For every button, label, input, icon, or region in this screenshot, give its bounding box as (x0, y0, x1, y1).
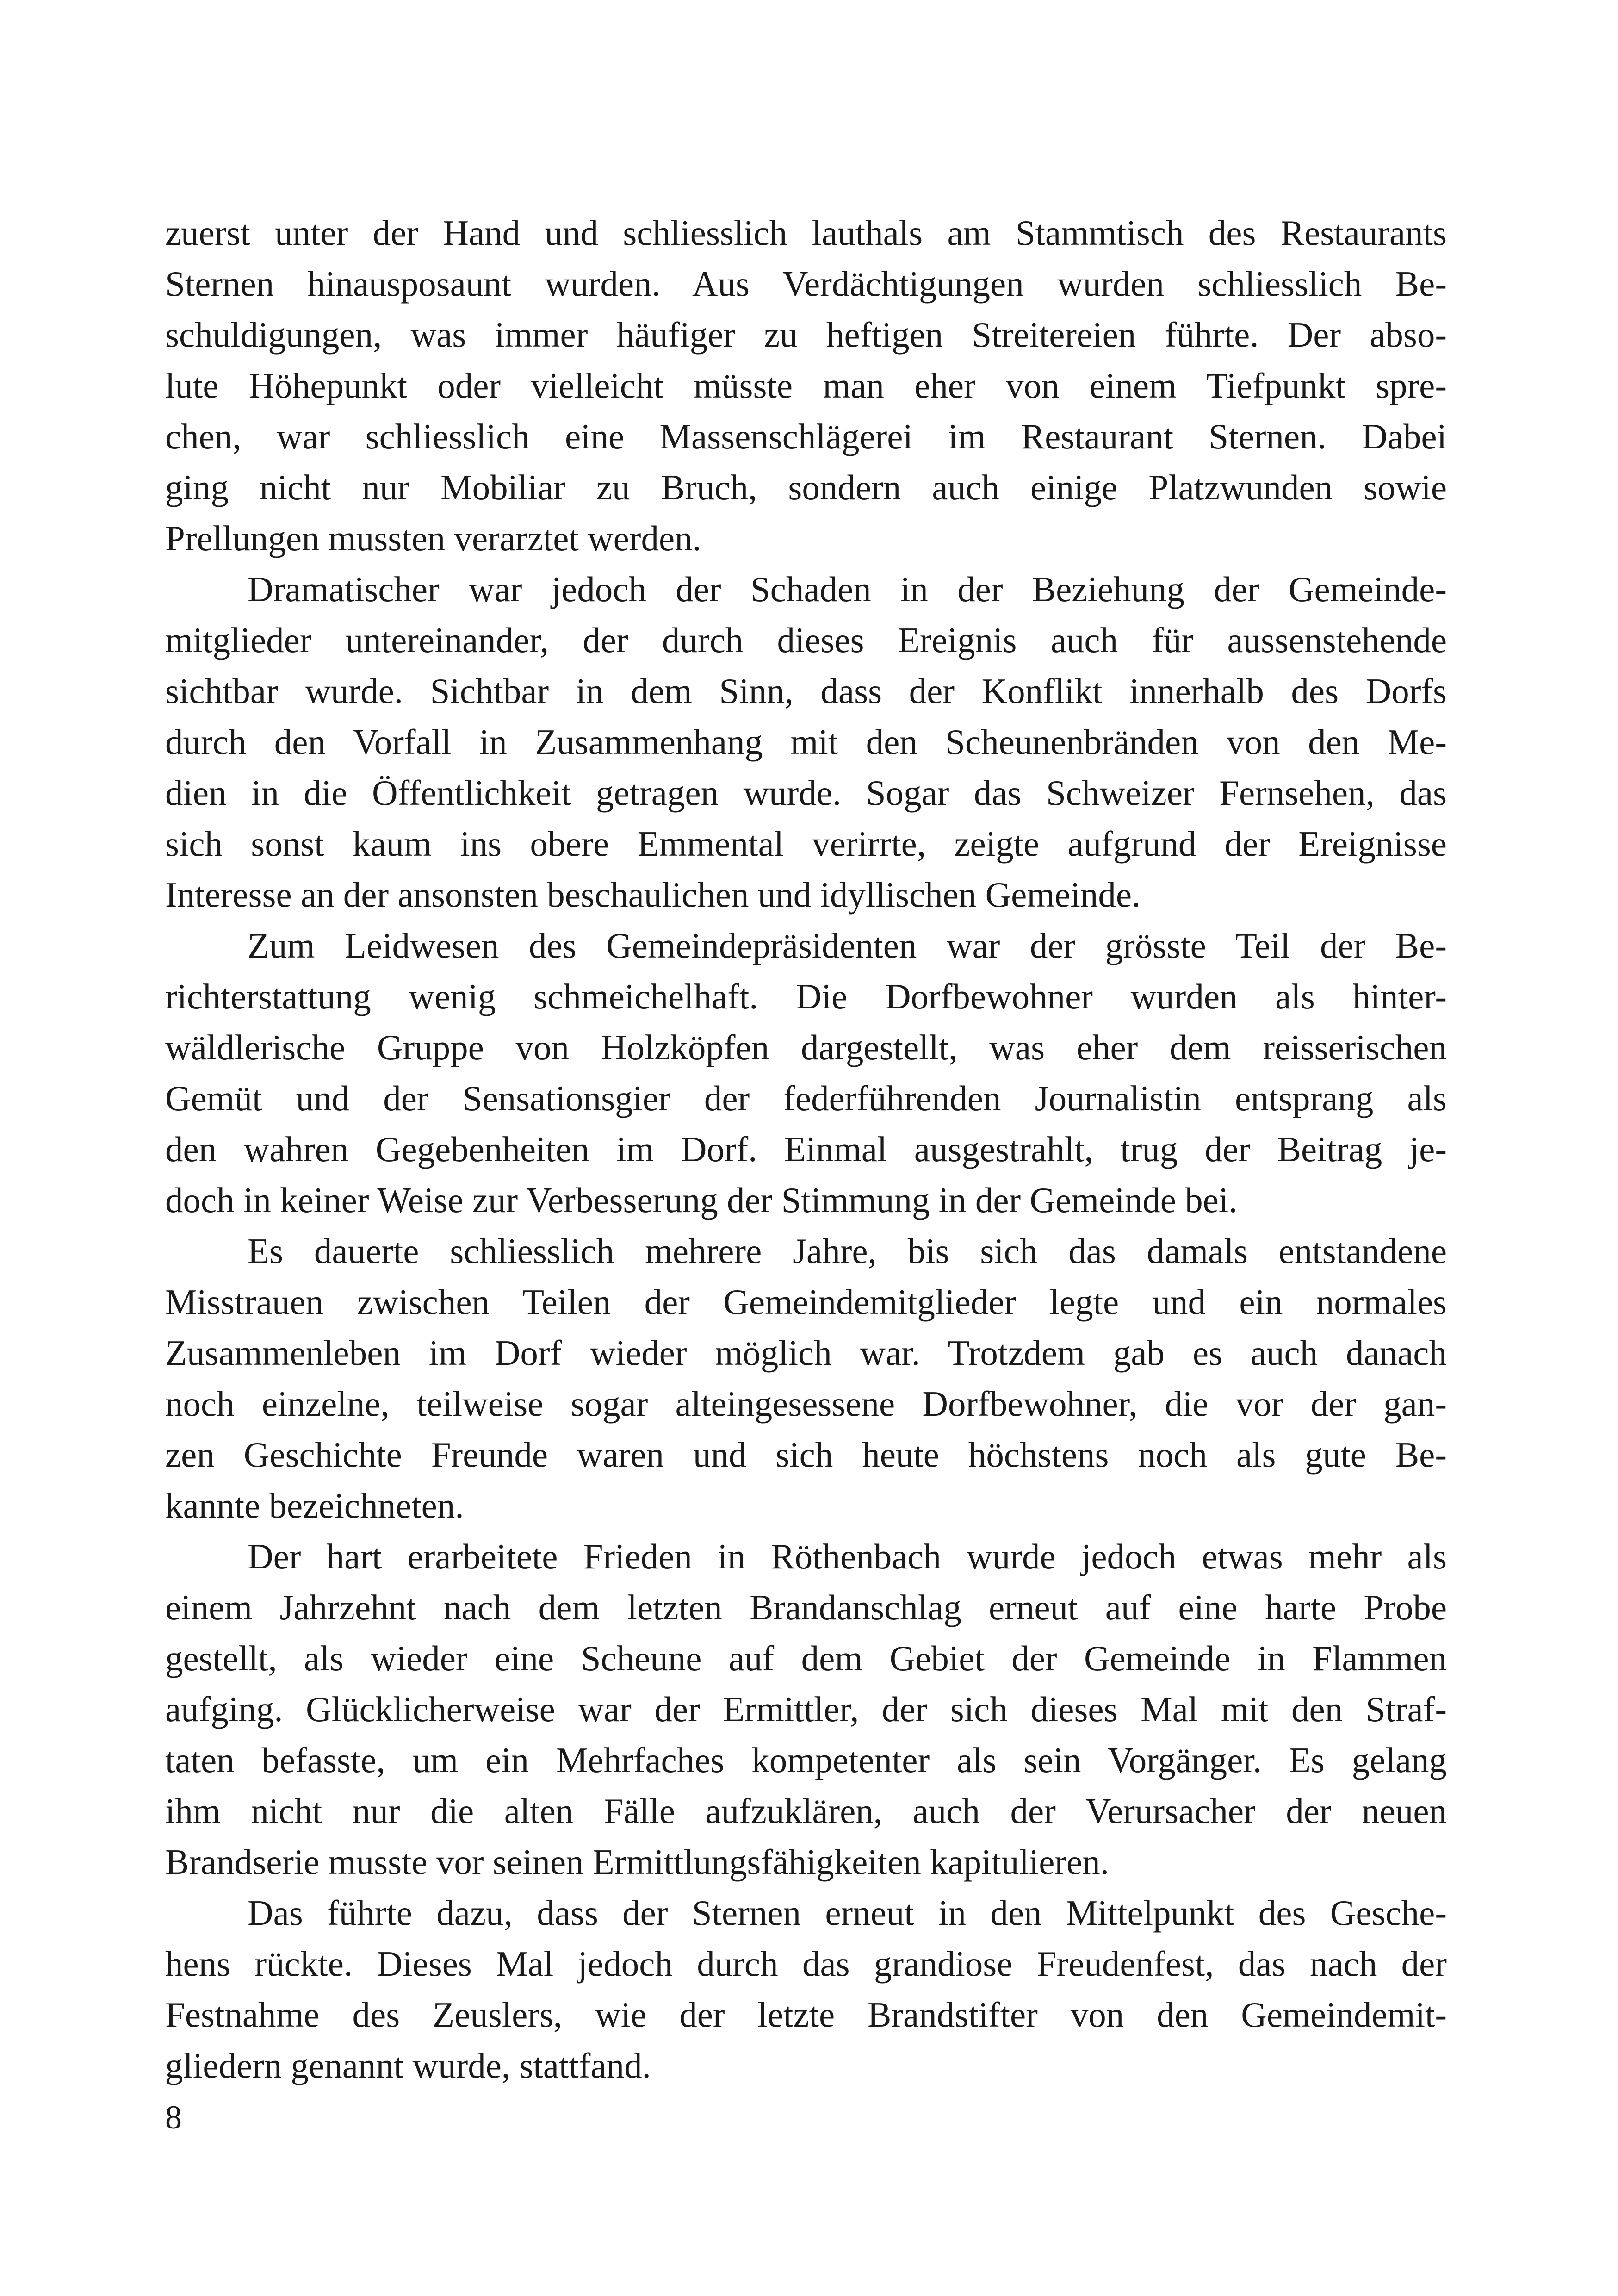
text-line: den wahren Gegebenheiten im Dorf. Einmal ausgestrahlt, trug der Beitrag je- (165, 1129, 1447, 1169)
text-line: Zusammenleben im Dorf wieder möglich war. Trotzdem gab es auch danach (165, 1333, 1447, 1373)
text-line: mitglieder untereinander, der durch dieses Ereignis auch für aussenstehende (165, 620, 1447, 660)
text-line: Es dauerte schliesslich mehrere Jahre, bis sich das damals entstandene (248, 1231, 1447, 1271)
paragraph (165, 1887, 1447, 2091)
text-line: Gemüt und der Sensationsgier der federführenden Journalistin entsprang als (165, 1078, 1447, 1118)
text-line: wäldlerische Gruppe von Holzköpfen dargestellt, was eher dem reisserischen (165, 1027, 1447, 1067)
paragraph (165, 920, 1447, 1226)
text-line: aufging. Glücklicherweise war der Ermittler, der sich dieses Mal mit den Straf- (165, 1689, 1447, 1729)
paragraph (165, 1531, 1447, 1887)
text-line: Das führte dazu, dass der Sternen erneut in den Mittelpunkt des Gesche- (248, 1893, 1447, 1933)
text-line: chen, war schliesslich eine Massenschlägerei im Restaurant Sternen. Dabei (165, 417, 1447, 456)
text-line: Brandserie musste vor seinen Ermittlungsfähigkeiten kapitulieren. (165, 1842, 1109, 1882)
text-line: zuerst unter der Hand und schliesslich lauthals am Stammtisch des Restaurants (165, 213, 1447, 253)
text-line: kannte bezeichneten. (165, 1486, 464, 1525)
body-text (165, 207, 1447, 2091)
paragraph (165, 564, 1447, 920)
text-line: Sternen hinausposaunt wurden. Aus Verdächtigungen wurden schliesslich Be- (165, 264, 1447, 304)
text-line: Dramatischer war jedoch der Schaden in der Beziehung der Gemeinde- (248, 569, 1447, 609)
text-line: dien in die Öffentlichkeit getragen wurde. Sogar das Schweizer Fernsehen, das (165, 773, 1447, 813)
text-line: Prellungen mussten verarztet werden. (165, 518, 701, 558)
text-line: ging nicht nur Mobiliar zu Bruch, sondern auch einige Platzwunden sowie (165, 467, 1447, 507)
text-line: richterstattung wenig schmeichelhaft. Die Dorfbewohner wurden als hinter- (165, 977, 1447, 1016)
text-line: schuldigungen, was immer häufiger zu heftigen Streitereien führte. Der abso- (165, 315, 1447, 355)
text-line: sichtbar wurde. Sichtbar in dem Sinn, dass der Konflikt innerhalb des Dorfs (165, 671, 1447, 711)
paragraph (165, 207, 1447, 564)
text-line: durch den Vorfall in Zusammenhang mit den Scheunenbränden von den Me- (165, 722, 1447, 762)
text-line: Interesse an der ansonsten beschaulichen und idyllischen Gemeinde. (165, 875, 1141, 915)
text-line: einem Jahrzehnt nach dem letzten Brandanschlag erneut auf eine harte Probe (165, 1587, 1447, 1627)
text-line: Der hart erarbeitete Frieden in Röthenbach wurde jedoch etwas mehr als (248, 1537, 1447, 1576)
text-line: Zum Leidwesen des Gemeindepräsidenten war der grösste Teil der Be- (248, 926, 1447, 965)
text-line: lute Höhepunkt oder vielleicht müsste man eher von einem Tiefpunkt spre- (165, 366, 1447, 405)
text-line: Misstrauen zwischen Teilen der Gemeindemitglieder legte und ein normales (165, 1282, 1447, 1322)
text-line: gestellt, als wieder eine Scheune auf dem Gebiet der Gemeinde in Flammen (165, 1638, 1447, 1678)
paragraph (165, 1226, 1447, 1531)
text-line: hens rückte. Dieses Mal jedoch durch das grandiose Freudenfest, das nach der (165, 1944, 1447, 1984)
text-line: zen Geschichte Freunde waren und sich heute höchstens noch als gute Be- (165, 1435, 1447, 1475)
text-line: sich sonst kaum ins obere Emmental verirrte, zeigte aufgrund der Ereignisse (165, 824, 1447, 864)
text-line: gliedern genannt wurde, stattfand. (165, 2046, 651, 2085)
text-line: taten befasste, um ein Mehrfaches kompetenter als sein Vorgänger. Es gelang (165, 1740, 1447, 1780)
text-line: noch einzelne, teilweise sogar alteingesessene Dorfbewohner, die vor der gan- (165, 1384, 1447, 1424)
page-number: 8 (165, 2099, 182, 2136)
text-line: Festnahme des Zeuslers, wie der letzte Brandstifter von den Gemeindemit- (165, 1995, 1447, 2035)
text-line: doch in keiner Weise zur Verbesserung der Stimmung in der Gemeinde bei. (165, 1180, 1238, 1220)
text-line: ihm nicht nur die alten Fälle aufzuklären, auch der Verursacher der neuen (165, 1791, 1447, 1831)
